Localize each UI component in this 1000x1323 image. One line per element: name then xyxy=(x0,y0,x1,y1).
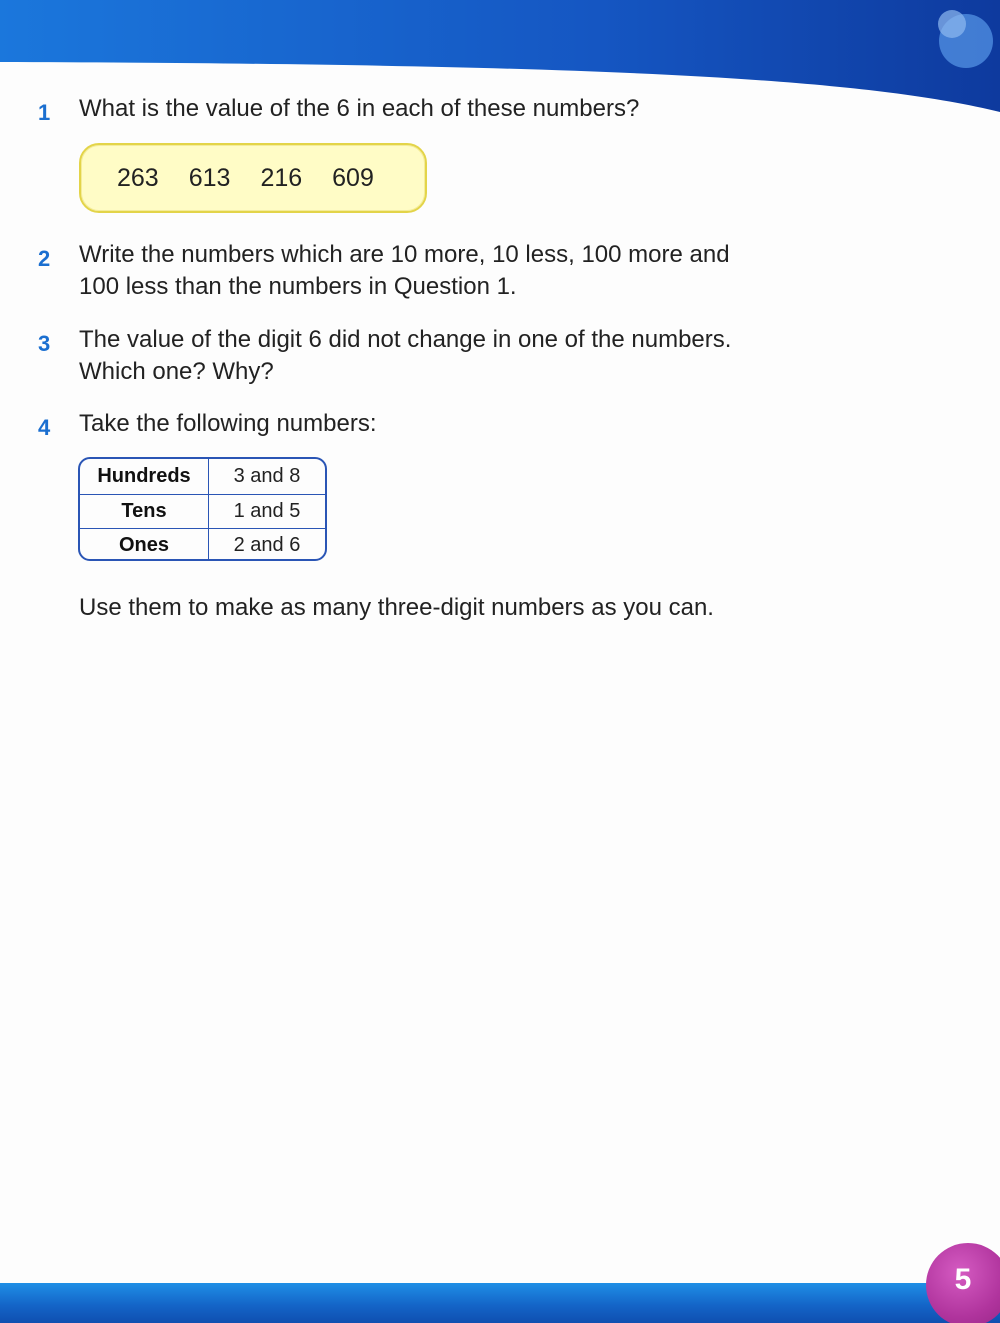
table-row xyxy=(80,459,325,494)
row-value: 2 and 6 xyxy=(233,534,301,557)
question-number: 3 xyxy=(38,331,51,356)
question-text xyxy=(79,239,839,303)
number-value: 216 xyxy=(260,163,303,192)
row-value: 1 and 5 xyxy=(233,499,301,522)
table-row xyxy=(80,494,325,529)
row-value: 3 and 8 xyxy=(233,464,301,487)
question-number: 2 xyxy=(38,246,51,271)
row-header: Hundreds xyxy=(80,459,209,494)
number-value: 613 xyxy=(188,163,231,192)
number-value: 263 xyxy=(117,163,159,192)
question-text-line: Which one? Why? xyxy=(79,358,274,385)
question-text-line: Write the numbers which are 10 more, 10 less, 100 more and xyxy=(79,241,730,268)
question-number: 1 xyxy=(38,100,51,125)
question-text-line: 100 less than the numbers in Question 1. xyxy=(79,273,517,300)
row-header: Tens xyxy=(80,495,209,529)
number-value: 609 xyxy=(332,163,374,192)
table-row xyxy=(80,528,325,561)
numbers-box xyxy=(79,143,427,213)
question-text-line: The value of the digit 6 did not change in one of the numbers. xyxy=(79,326,732,353)
bubble-decoration xyxy=(938,10,966,38)
question-text: Take the following numbers: xyxy=(79,410,377,437)
question-number: 4 xyxy=(38,415,51,440)
instruction-text: Use them to make as many three-digit numbers as you can. xyxy=(79,594,714,621)
question-text xyxy=(79,324,839,388)
page-number-badge xyxy=(926,1243,1000,1323)
row-header: Ones xyxy=(80,529,209,561)
question-text: What is the value of the 6 in each of these numbers? xyxy=(79,95,640,122)
place-value-table xyxy=(78,457,327,561)
page-number: 5 xyxy=(954,1263,972,1296)
footer-band xyxy=(0,1283,1000,1323)
